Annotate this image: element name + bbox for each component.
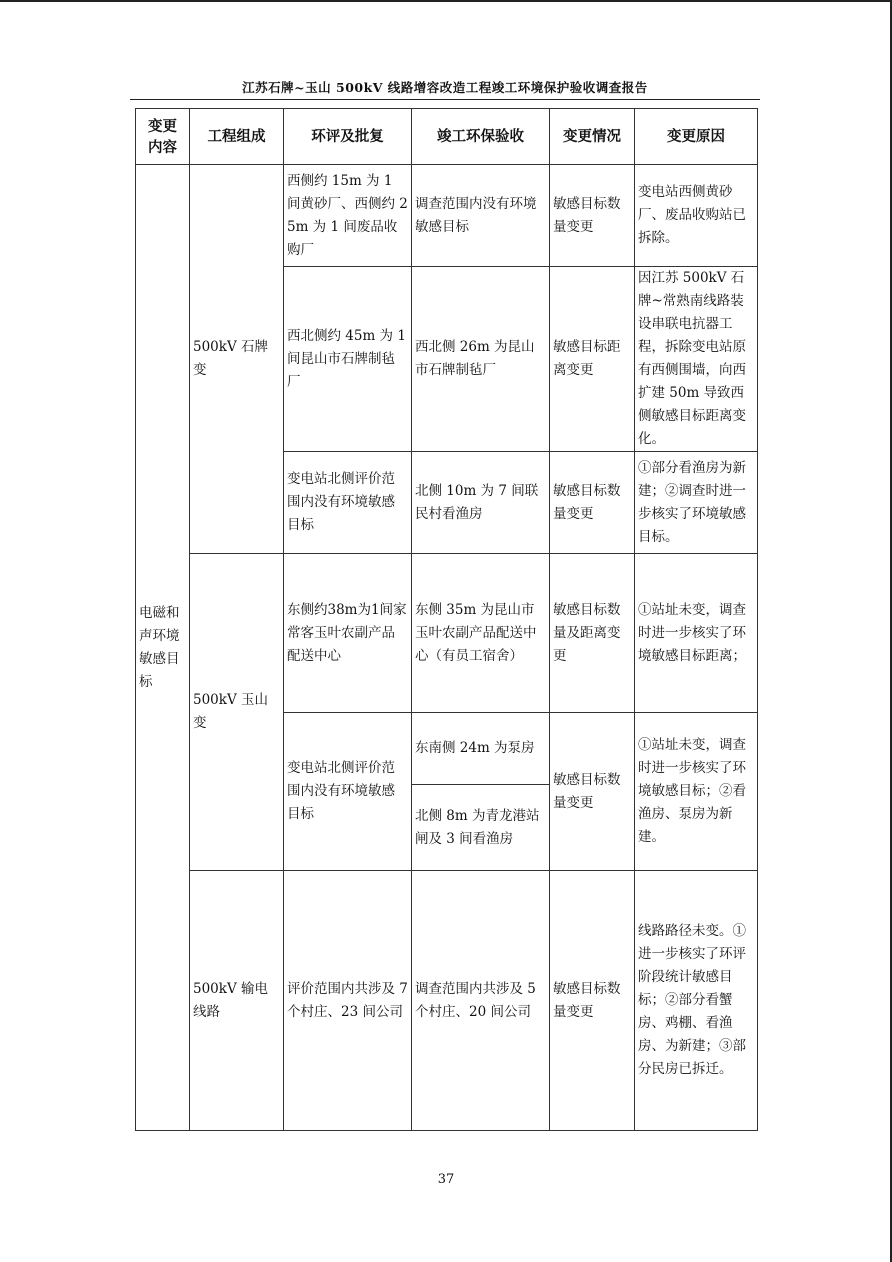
eia-cell: 东侧约38m为1间家常客玉叶农副产品配送中心 (284, 554, 412, 713)
acceptance-cell: 东侧 35m 为昆山市玉叶农副产品配送中心（有员工宿舍） (412, 554, 550, 713)
table-header-row (136, 109, 758, 165)
change-cell: 敏感目标数量及距离变更 (550, 554, 635, 713)
acceptance-cell: 调查范围内共涉及 5 个村庄、20 间公司 (412, 871, 550, 1131)
eia-cell: 西侧约 15m 为 1 间黄砂厂、西侧约 25m 为 1 间废品收购厂 (284, 165, 412, 267)
eia-cell: 评价范围内共涉及 7 个村庄、23 间公司 (284, 871, 412, 1131)
component-cell: 500kV 输电线路 (190, 871, 284, 1131)
header-cell-acceptance: 竣工环保验收 (412, 109, 550, 165)
acceptance-cell: 北侧 8m 为青龙港站闸及 3 间看渔房 (412, 785, 550, 871)
change-table (135, 108, 758, 1131)
acceptance-cell: 北侧 10m 为 7 间联民村看渔房 (412, 452, 550, 554)
table-row (136, 871, 758, 1131)
eia-cell: 变电站北侧评价范围内没有环境敏感目标 (284, 452, 412, 554)
header-cell-component: 工程组成 (190, 109, 284, 165)
change-cell: 敏感目标数量变更 (550, 165, 635, 267)
change-cell: 敏感目标数量变更 (550, 871, 635, 1131)
reason-cell: ①站址未变，调查时进一步核实了环境敏感目标距离； (635, 554, 758, 713)
change-cell: 敏感目标数量变更 (550, 713, 635, 871)
acceptance-cell: 东南侧 24m 为泵房 (412, 713, 550, 785)
reason-cell: 因江苏 500kV 石牌~常熟南线路装设串联电抗器工程，拆除变电站原有西侧围墙，向西扩建 50m 导致西侧敏感目标距离变化。 (635, 267, 758, 452)
change-cell: 敏感目标数量变更 (550, 452, 635, 554)
acceptance-cell: 调查范围内没有环境敏感目标 (412, 165, 550, 267)
change-table-container (135, 108, 757, 1110)
acceptance-cell: 西北侧 26m 为昆山市石牌制毡厂 (412, 267, 550, 452)
eia-cell: 西北侧约 45m 为 1 间昆山市石牌制毡厂 (284, 267, 412, 452)
header-cell-eia: 环评及批复 (284, 109, 412, 165)
eia-cell: 变电站北侧评价范围内没有环境敏感目标 (284, 713, 412, 871)
table-row (136, 554, 758, 713)
header-rule (130, 99, 760, 100)
table-row (136, 165, 758, 267)
header-cell-reason: 变更原因 (635, 109, 758, 165)
report-header-title: 江苏石牌~玉山 500kV 线路增容改造工程竣工环境保护验收调查报告 (242, 80, 648, 95)
header-cell-change-content: 变更内容 (136, 109, 190, 165)
page-number: 37 (437, 1172, 455, 1187)
reason-cell: ①站址未变，调查时进一步核实了环境敏感目标；②看渔房、泵房为新建。 (635, 713, 758, 871)
component-cell: 500kV 玉山变 (190, 554, 284, 871)
component-cell: 500kV 石牌变 (190, 165, 284, 554)
header-cell-change: 变更情况 (550, 109, 635, 165)
category-cell: 电磁和声环境敏感目标 (136, 165, 190, 1131)
page-top-border (0, 0, 892, 2)
reason-cell: 变电站西侧黄砂厂、废品收购站已拆除。 (635, 165, 758, 267)
reason-cell: ①部分看渔房为新建；②调查时进一步核实了环境敏感目标。 (635, 452, 758, 554)
reason-cell: 线路路径未变。①进一步核实了环评阶段统计敏感目标；②部分看蟹房、鸡棚、看渔房、为新建；③部分民房已拆迁。 (635, 871, 758, 1131)
change-cell: 敏感目标距离变更 (550, 267, 635, 452)
